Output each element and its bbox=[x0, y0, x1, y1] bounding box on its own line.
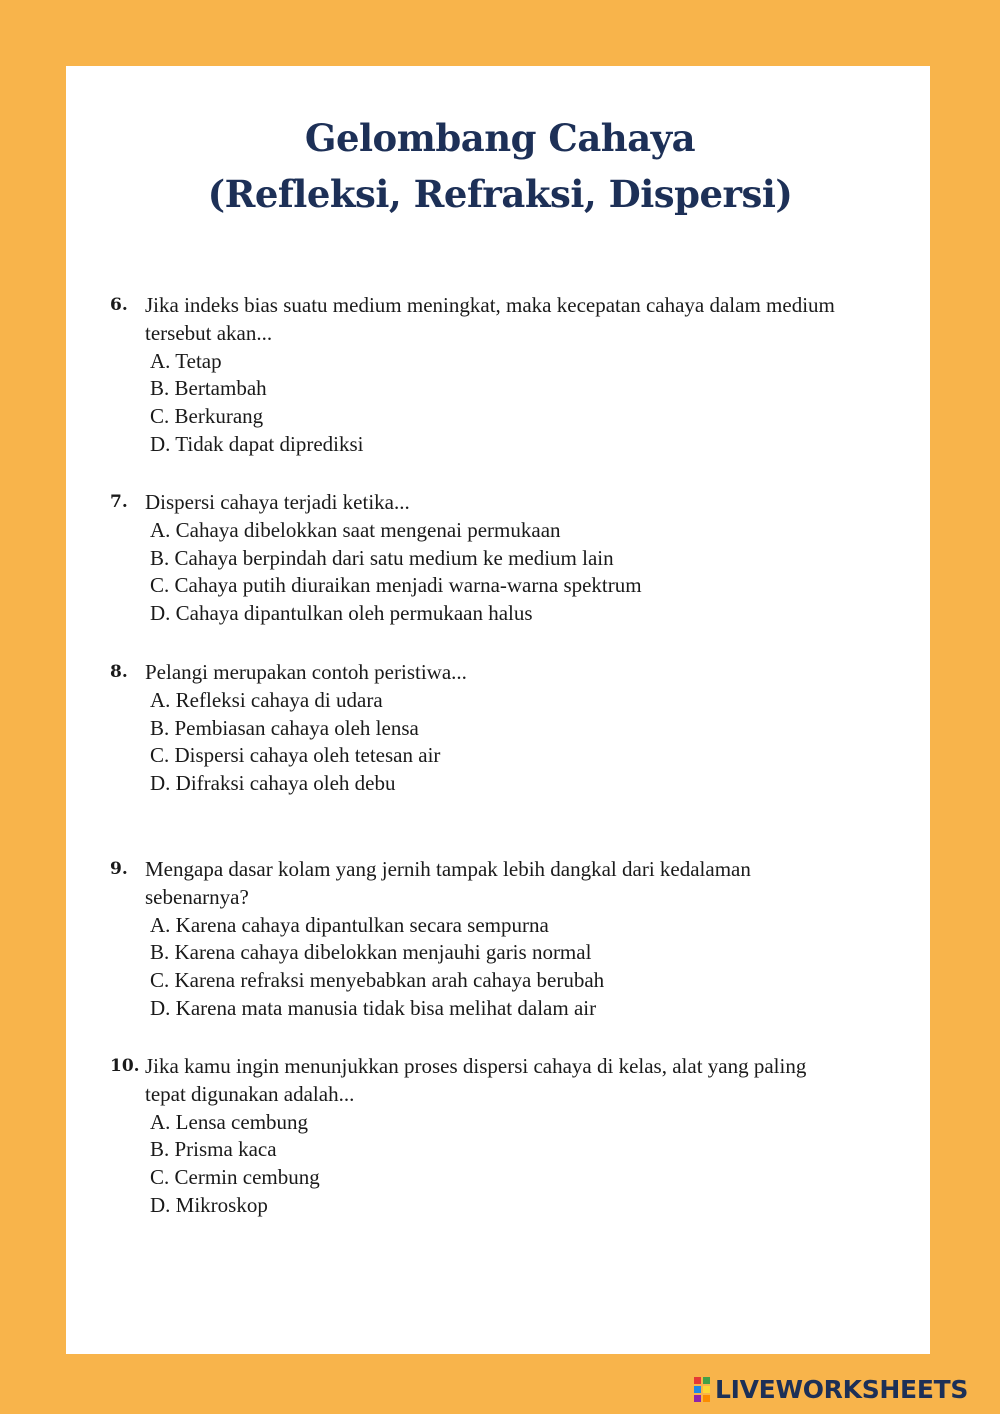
title-line-1: Gelombang Cahaya bbox=[304, 116, 696, 160]
option-b[interactable]: B. Pembiasan cahaya oleh lensa bbox=[150, 715, 419, 740]
option-a[interactable]: A. Refleksi cahaya di udara bbox=[150, 687, 383, 712]
option-a[interactable]: A. Tetap bbox=[150, 348, 222, 373]
question-text: Jika kamu ingin menunjukkan proses dispersi cahaya di kelas, alat yang paling tepat digunakan adalah... bbox=[145, 1054, 807, 1106]
brand-name: LIVEWORKSHEETS bbox=[715, 1375, 969, 1404]
options-list bbox=[145, 912, 845, 1023]
option-a[interactable]: A. Karena cahaya dipantulkan secara sempurna bbox=[150, 912, 549, 937]
liveworksheets-logo-icon bbox=[694, 1377, 712, 1403]
liveworksheets-logo[interactable] bbox=[694, 1374, 968, 1406]
option-b[interactable]: B. Karena cahaya dibelokkan menjauhi garis normal bbox=[150, 940, 592, 965]
option-a[interactable]: A. Lensa cembung bbox=[150, 1109, 309, 1134]
question-text: Dispersi cahaya terjadi ketika... bbox=[145, 490, 410, 514]
option-c[interactable]: C. Dispersi cahaya oleh tetesan air bbox=[150, 743, 441, 768]
option-d[interactable]: D. Mikroskop bbox=[150, 1192, 268, 1217]
worksheet-title bbox=[0, 110, 1000, 222]
option-d[interactable]: D. Difraksi cahaya oleh debu bbox=[150, 771, 396, 796]
option-d[interactable]: D. Tidak dapat diprediksi bbox=[150, 431, 364, 456]
question-text: Mengapa dasar kolam yang jernih tampak lebih dangkal dari kedalaman sebenarnya? bbox=[145, 857, 751, 909]
option-d[interactable]: D. Cahaya dipantulkan oleh permukaan halus bbox=[150, 601, 533, 626]
options-list bbox=[145, 1109, 845, 1220]
question-number: 8. bbox=[110, 662, 128, 682]
option-b[interactable]: B. Cahaya berpindah dari satu medium ke medium lain bbox=[150, 545, 614, 570]
option-b[interactable]: B. Bertambah bbox=[150, 376, 267, 401]
option-d[interactable]: D. Karena mata manusia tidak bisa melihat dalam air bbox=[150, 995, 597, 1020]
options-list bbox=[145, 517, 845, 628]
option-c[interactable]: C. Cermin cembung bbox=[150, 1165, 320, 1190]
option-c[interactable]: C. Karena refraksi menyebabkan arah cahaya berubah bbox=[150, 968, 605, 993]
option-b[interactable]: B. Prisma kaca bbox=[150, 1137, 277, 1162]
question-number: 10. bbox=[110, 1056, 140, 1076]
title-line-2: (Refleksi, Refraksi, Dispersi) bbox=[207, 172, 793, 216]
question-text: Jika indeks bias suatu medium meningkat, maka kecepatan cahaya dalam medium tersebut akan... bbox=[145, 293, 835, 345]
question-text: Pelangi merupakan contoh peristiwa... bbox=[145, 660, 467, 684]
option-c[interactable]: C. Cahaya putih diuraikan menjadi warna-warna spektrum bbox=[150, 573, 642, 598]
option-c[interactable]: C. Berkurang bbox=[150, 404, 264, 429]
options-list bbox=[145, 348, 845, 459]
question-number: 7. bbox=[110, 492, 128, 512]
question-number: 6. bbox=[110, 295, 128, 315]
options-list bbox=[145, 687, 845, 798]
question-number: 9. bbox=[110, 859, 128, 879]
option-a[interactable]: A. Cahaya dibelokkan saat mengenai permukaan bbox=[150, 517, 561, 542]
